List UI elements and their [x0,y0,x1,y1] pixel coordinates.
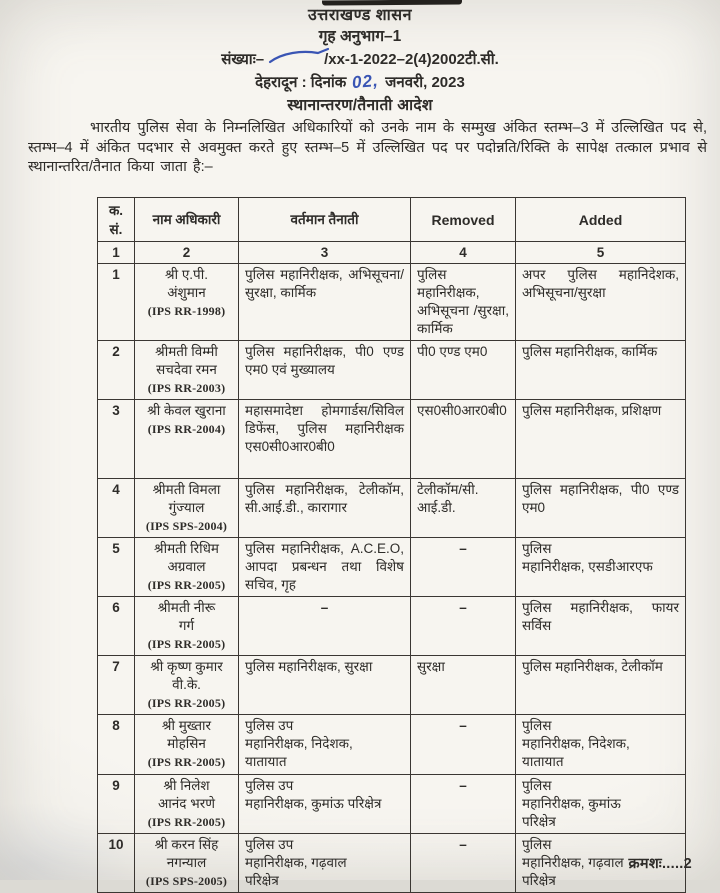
cadre-batch: (IPS SPS-2004) [145,519,228,533]
continuation-note: क्रमशः.....2 [628,856,692,872]
table-row [98,264,686,341]
column-header: Removed [411,198,516,242]
removed-charge: एस0सी0आर0बी0 [411,400,516,479]
column-header: क. सं. [98,198,135,242]
department-section: गृह अनुभाग–1 [318,28,402,45]
handwritten-day: 02, [351,70,380,93]
table-row [98,775,686,834]
officer-name [135,479,239,538]
column-header: Added [516,198,686,242]
reference-number-line [0,47,720,71]
date-rest: जनवरी, 2023 [385,74,465,91]
officer-name-text: श्री कृष्ण कुमार वी.के. [150,659,223,692]
table-row [98,538,686,597]
column-number: 4 [411,242,516,264]
place-date-prefix: देहरादून : दिनांक [255,74,347,91]
serial-number: 9 [98,775,135,834]
added-charge: पुलिस महानिरीक्षक, कुमांऊ परिक्षेत्र [516,775,686,834]
cadre-batch: (IPS RR-2005) [147,637,226,651]
document-header [0,5,720,116]
officer-name-text: श्री ए.पी. अंशुमान [165,267,208,300]
table-header-row [98,198,686,242]
current-posting: पुलिस महानिरीक्षक, A.C.E.O, आपदा प्रबन्धन तथा विशेष सचिव, गृह [239,538,411,597]
officer-name [135,264,239,341]
intro-paragraph: भारतीय पुलिस सेवा के निम्नलिखित अधिकारियों को उनके नाम के सम्मुख अंकित स्तम्भ–3 में उल्लिखित पद से, स्तम्भ–4 में अंकित पदभार से अवमुक्त करते हुए स्तम्भ–5 में उल्लिखित पद पर पदोन्नति/रिक्ति के सापेक्ष तत्काल प्रभाव से स्थानान्तरित/तैनात किया जाता है:– [28,120,707,175]
current-posting: पुलिस उप महानिरीक्षक, गढ़वाल परिक्षेत्र [239,834,411,893]
current-posting: पुलिस महानिरीक्षक, अभिसूचना/सुरक्षा, कार्मिक [239,264,411,341]
current-posting: पुलिस महानिरीक्षक, टेलीकॉम, सी.आई.डी., कारागार [239,479,411,538]
column-number: 1 [98,242,135,264]
column-number: 5 [516,242,686,264]
column-number: 3 [239,242,411,264]
cadre-batch: (IPS RR-2005) [147,815,226,829]
officer-name [135,341,239,400]
current-posting: पुलिस महानिरीक्षक, सुरक्षा [239,656,411,715]
serial-number: 10 [98,834,135,893]
officer-name-text: श्री निलेश आनंद भरणे [158,778,215,811]
added-charge: पुलिस महानिरीक्षक, कार्मिक [516,341,686,400]
removed-charge: – [411,715,516,775]
officer-name [135,715,239,775]
table-row [98,597,686,656]
officer-name [135,775,239,834]
cadre-batch: (IPS RR-2005) [147,755,226,769]
transfer-order-table [97,197,686,893]
removed-charge: – [411,597,516,656]
table-row [98,479,686,538]
handwritten-stroke [268,47,332,71]
serial-number: 8 [98,715,135,775]
serial-number: 6 [98,597,135,656]
added-charge: पुलिस महानिरीक्षक, प्रशिक्षण [516,400,686,479]
removed-charge: – [411,775,516,834]
reference-number-label: संख्याः– [221,50,265,68]
officer-name-text: श्रीमती विमला गुंज्याल [152,482,221,515]
officer-name [135,656,239,715]
table-body [98,264,686,893]
serial-number: 7 [98,656,135,715]
serial-number: 3 [98,400,135,479]
officer-name-text: श्री मुख्तार मोहसिन [161,718,212,751]
officer-name-text: श्री करन सिंह नगन्याल [154,837,219,870]
cadre-batch: (IPS RR-2005) [147,696,226,710]
table-row [98,656,686,715]
current-posting: पुलिस उप महानिरीक्षक, निदेशक, यातायात [239,715,411,775]
added-charge: पुलिस महानिरीक्षक, गढ़वाल परिक्षेत्र [516,834,686,893]
column-header: नाम अधिकारी [135,198,239,242]
table-row [98,400,686,479]
cadre-batch: (IPS RR-2003) [147,381,226,395]
removed-charge: पुलिस महानिरीक्षक, अभिसूचना /सुरक्षा, कार्मिक [411,264,516,341]
officer-name [135,400,239,479]
officer-name [135,834,239,893]
serial-number: 2 [98,341,135,400]
added-charge: अपर पुलिस महानिदेशक, अभिसूचना/सुरक्षा [516,264,686,341]
removed-charge: पी0 एण्ड एम0 [411,341,516,400]
officer-name-text: श्रीमती नीरू गर्ग [157,600,216,633]
cadre-batch: (IPS RR-2004) [147,422,226,436]
serial-number: 1 [98,264,135,341]
officer-name-text: श्री केवल खुराना [147,403,226,418]
table-row [98,834,686,893]
added-charge: पुलिस महानिरीक्षक, एसडीआरएफ [516,538,686,597]
column-number: 2 [135,242,239,264]
serial-number: 5 [98,538,135,597]
added-charge: पुलिस महानिरीक्षक, पी0 एण्ड एम0 [516,479,686,538]
removed-charge: सुरक्षा [411,656,516,715]
current-posting: – [239,597,411,656]
cadre-batch: (IPS RR-2005) [147,578,226,592]
current-posting: पुलिस महानिरीक्षक, पी0 एण्ड एम0 एवं मुख्यालय [239,341,411,400]
current-posting: महासमादेष्टा होमगार्डस/सिविल डिफेंस, पुलिस महानिरीक्षक एस0सी0आर0बी0 [239,400,411,479]
column-header: वर्तमान तैनाती [239,198,411,242]
removed-charge: – [411,834,516,893]
order-title: स्थानान्तरण/तैनाती आदेश [287,97,433,114]
officer-name-text: श्रीमती रिधिम अग्रवाल [154,541,219,574]
officer-name [135,597,239,656]
serial-number: 4 [98,479,135,538]
removed-charge: टेलीकॉम/सी. आई.डी. [411,479,516,538]
government-name: उत्तराखण्ड शासन [308,7,412,24]
added-charge: पुलिस महानिरीक्षक, टेलीकॉम [516,656,686,715]
officer-name [135,538,239,597]
place-date-line [0,71,720,93]
cadre-batch: (IPS SPS-2005) [145,874,228,888]
added-charge: पुलिस महानिरीक्षक, फायर सर्विस [516,597,686,656]
cadre-batch: (IPS RR-1998) [147,304,226,318]
reference-number-value: /xx-1-2022–2(4)2002टी.सी. [324,50,499,68]
table-row [98,341,686,400]
officer-name-text: श्रीमती विम्मी सचदेवा रमन [155,344,218,377]
added-charge: पुलिस महानिरीक्षक, निदेशक, यातायात [516,715,686,775]
current-posting: पुलिस उप महानिरीक्षक, कुमांऊ परिक्षेत्र [239,775,411,834]
column-number-row [98,242,686,264]
table-row [98,715,686,775]
removed-charge: – [411,538,516,597]
